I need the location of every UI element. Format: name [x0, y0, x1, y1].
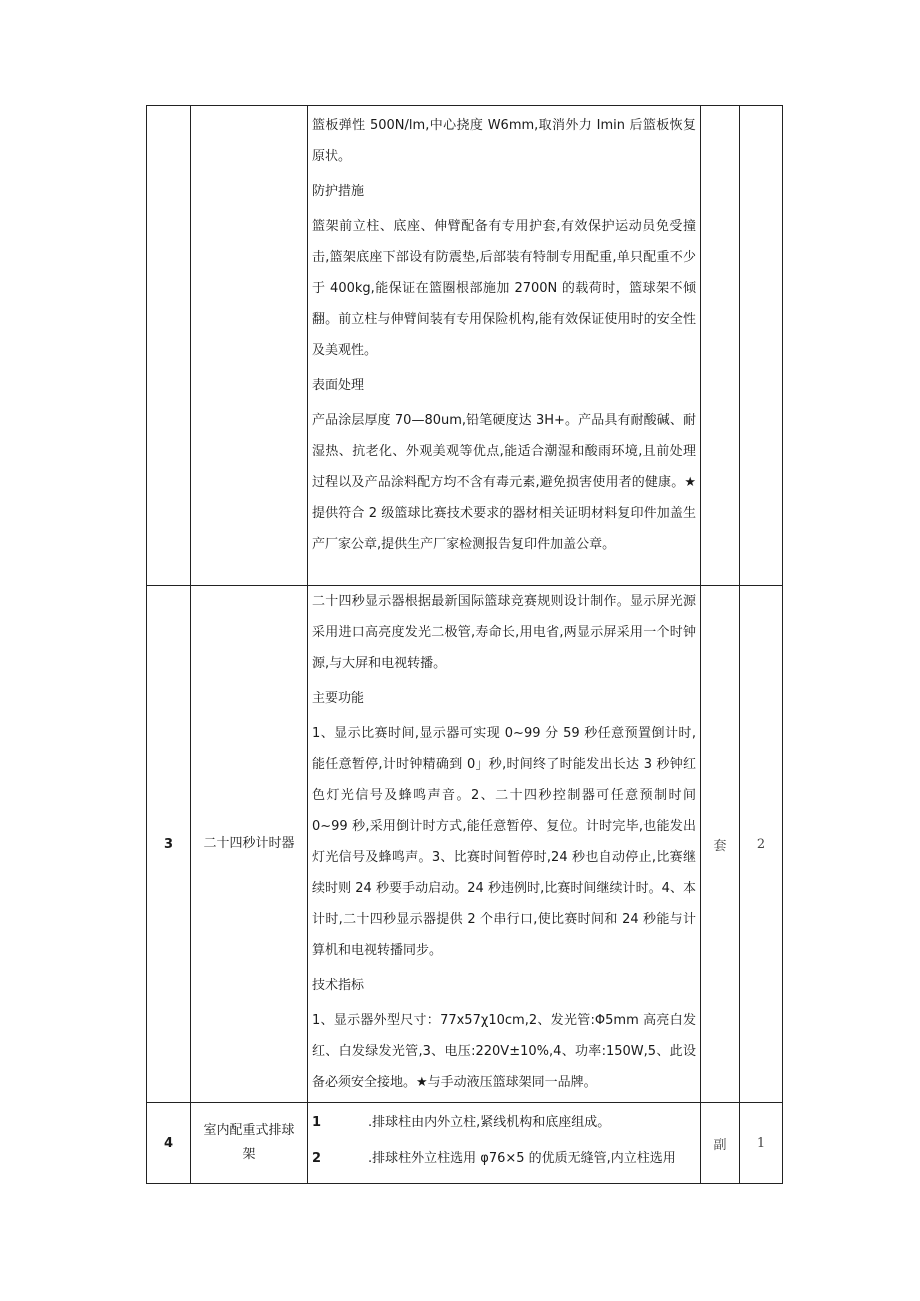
- table-row: [147, 586, 783, 1103]
- list-number: 1: [312, 1115, 322, 1130]
- quantity-cell: [740, 106, 783, 586]
- list-text: .排球柱外立柱选用 φ76×5 的优质无缝管,内立柱选用: [368, 1151, 676, 1166]
- spec-paragraph: 1、显示器外型尺寸：77x57χ10cm,2、发光管:Φ5mm 高亮白发红、白发绿发光管,3、电压:220V±10%,4、功率:150W,5、此设备必须安全接地。★与手动液压篮球架同一品牌。: [312, 1013, 696, 1090]
- row-number: [147, 106, 191, 586]
- spec-table: [146, 105, 783, 1184]
- spec-heading: 防护措施: [312, 184, 365, 199]
- list-number: 2: [312, 1151, 322, 1166]
- row-number: 3: [147, 586, 191, 1103]
- spec-paragraph: 二十四秒显示器根据最新国际篮球竞赛规则设计制作。显示屏光源采用进口高亮度发光二极管,寿命长,用电省,两显示屏采用一个时钟源,与大屏和电视转播。: [312, 594, 696, 671]
- spec-paragraph: 产品涂层厚度 70—80um,铅笔硬度达 3H+。产品具有耐酸碱、耐湿热、抗老化、外观美观等优点,能适合潮湿和酸雨环境,且前处理过程以及产品涂料配方均不含有毒元素,避免损害使用者的健康。★提供符合 2 级篮球比赛技术要求的器材相关证明材料复印件加盖生产厂家公章,提供生产厂家检测报告复印件加盖公章。: [312, 413, 696, 552]
- list-text: .排球柱由内外立柱,紧线机构和底座组成。: [368, 1115, 611, 1130]
- table-row: [147, 1103, 783, 1184]
- item-name-line: 架: [242, 1147, 256, 1162]
- spec-cell: [308, 586, 701, 1103]
- item-name: 二十四秒计时器: [191, 586, 308, 1103]
- unit-cell: [701, 106, 740, 586]
- spec-list-item: [312, 1141, 696, 1177]
- spec-heading: 主要功能: [312, 691, 365, 706]
- quantity-cell: 1: [740, 1103, 783, 1184]
- table-row: [147, 106, 783, 586]
- spec-heading: 表面处理: [312, 378, 365, 393]
- row-number: 4: [147, 1103, 191, 1184]
- unit-cell: 副: [701, 1103, 740, 1184]
- spec-cell: [308, 106, 701, 586]
- unit-cell: 套: [701, 586, 740, 1103]
- spec-paragraph: 1、显示比赛时间,显示器可实现 0~99 分 59 秒任意预置倒计时,能任意暂停,计时钟精确到 0」秒,时间终了时能发出长达 3 秒钟红色灯光信号及蜂鸣声音。2、二十四秒控制器可任意预制时间 0~99 秒,采用倒计时方式,能任意暂停、复位。计时完毕,也能发出灯光信号及蜂鸣声。3、比赛时间暂停时,24 秒也自动停止,比赛继续时则 24 秒要手动启动。24 秒违例时,比赛时间继续计时。4、本计时,二十四秒显示器提供 2 个串行口,使比赛时间和 24 秒能与计算机和电视转播同步。: [312, 726, 696, 958]
- spec-paragraph: 篮架前立柱、底座、伸臂配备有专用护套,有效保护运动员免受撞击,篮架底座下部设有防震垫,后部装有特制专用配重,单只配重不少于 400kg,能保证在篮圈根部施加 2700N 的载荷时，篮球架不倾翻。前立柱与伸臂间装有专用保险机构,能有效保证使用时的安全性及美观性。: [312, 219, 696, 358]
- spec-list-item: [312, 1105, 696, 1141]
- spec-cell: [308, 1103, 701, 1184]
- item-name: [191, 1103, 308, 1184]
- item-name: [191, 106, 308, 586]
- spec-heading: 技术指标: [312, 978, 365, 993]
- spec-paragraph: 篮板弹性 500N/lm,中心挠度 W6mm,取消外力 Imin 后篮板恢复原状。: [312, 118, 696, 164]
- item-name-line: 室内配重式排球: [203, 1123, 295, 1138]
- quantity-cell: 2: [740, 586, 783, 1103]
